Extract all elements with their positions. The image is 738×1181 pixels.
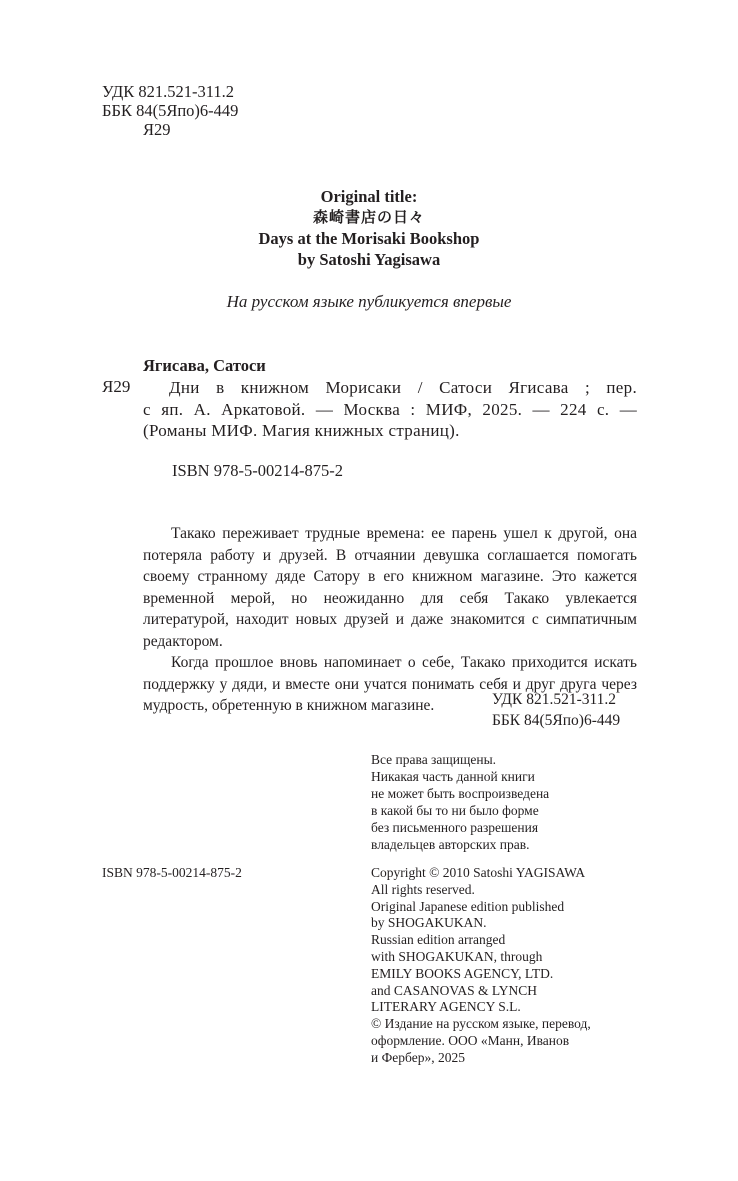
copyright-line: by SHOGAKUKAN. [371,915,487,931]
copyright-line: EMILY BOOKS AGENCY, LTD. [371,965,554,981]
rights-line: в какой бы то ни было форме [371,803,539,818]
biblio-line: Дни в книжном Морисаки / Сатоси Ягисава ; пер. [169,378,637,397]
bbk-code: ББК 84(5Япо)6-449 [492,712,621,729]
copyright-line: © Издание на русском языке, перевод, [371,1016,591,1032]
copyright-line: оформление. ООО «Манн, Иванов [371,1032,570,1048]
bottom-isbn: ISBN 978-5-00214-875-2 [102,865,242,880]
rights-line: не может быть воспроизведена [371,786,550,801]
copyright-line: and CASANOVAS & LYNCH [371,982,538,998]
copyright-notice [371,865,591,1067]
header-classification-codes [102,82,238,139]
original-title-byline: by Satoshi Yagisawa [297,250,441,269]
copyright-line: with SHOGAKUKAN, through [371,948,543,964]
catalog-bibliographic-description [143,377,637,442]
original-title-block [0,186,738,270]
first-publication-note: На русском языке публикуется впервые [226,292,512,311]
catalog-author-heading: Ягисава, Сатоси [143,356,266,375]
copyright-line: и Фербер», 2025 [371,1049,465,1065]
rights-notice [371,751,549,853]
annotation [143,523,637,717]
copyright-line: LITERARY AGENCY S.L. [371,999,521,1015]
annotation-paragraph: Когда прошлое вновь напоминает о себе, Такако приходится искать поддержку у дяди, и вместе они учатся понимать себя и друг друга через мудрость, обретенную в книжном магазине. [143,654,637,714]
udk-code: УДК 821.521-311.2 [102,82,235,101]
rights-line: без письменного разрешения [371,820,539,835]
copyright-line: All rights reserved. [371,881,475,897]
bbk-code: ББК 84(5Япо)6-449 [102,101,239,120]
rights-line: Никакая часть данной книги [371,769,535,784]
biblio-line: с яп. А. Аркатовой. — Москва : МИФ, 2025. — 224 с. — [143,399,637,419]
annotation-paragraph: Такако переживает трудные времена: ее парень ушел к другой, она потеряла работу и друзей. В отчаянии девушка соглашается помогать своему странному дяде Сатору в его книжном магазине. Это кажется временной мерой, но неожиданно для себя Такако увлекается литературой, находит новых друзей и даже знакомится с симпатичным редактором. [143,525,637,650]
copyright-line: Copyright © 2010 Satoshi YAGISAWA [371,865,586,880]
rights-line: владельцев авторских прав. [371,837,530,852]
udk-code: УДК 821.521-311.2 [492,691,617,708]
rights-line: Все права защищены. [371,752,497,767]
copyright-line: Original Japanese edition published [371,898,565,914]
bottom-classification-codes [492,689,620,731]
original-title-label: Original title: [320,187,418,206]
biblio-line: (Романы МИФ. Магия книжных страниц). [143,421,460,440]
original-title-english: Days at the Morisaki Bookshop [258,229,480,248]
author-mark: Я29 [143,120,171,139]
original-title-japanese: 森崎書店の日々 [312,208,425,226]
copyright-line: Russian edition arranged [371,932,506,948]
catalog-isbn: ISBN 978-5-00214-875-2 [172,461,343,480]
catalog-author-mark: Я29 [102,377,131,396]
